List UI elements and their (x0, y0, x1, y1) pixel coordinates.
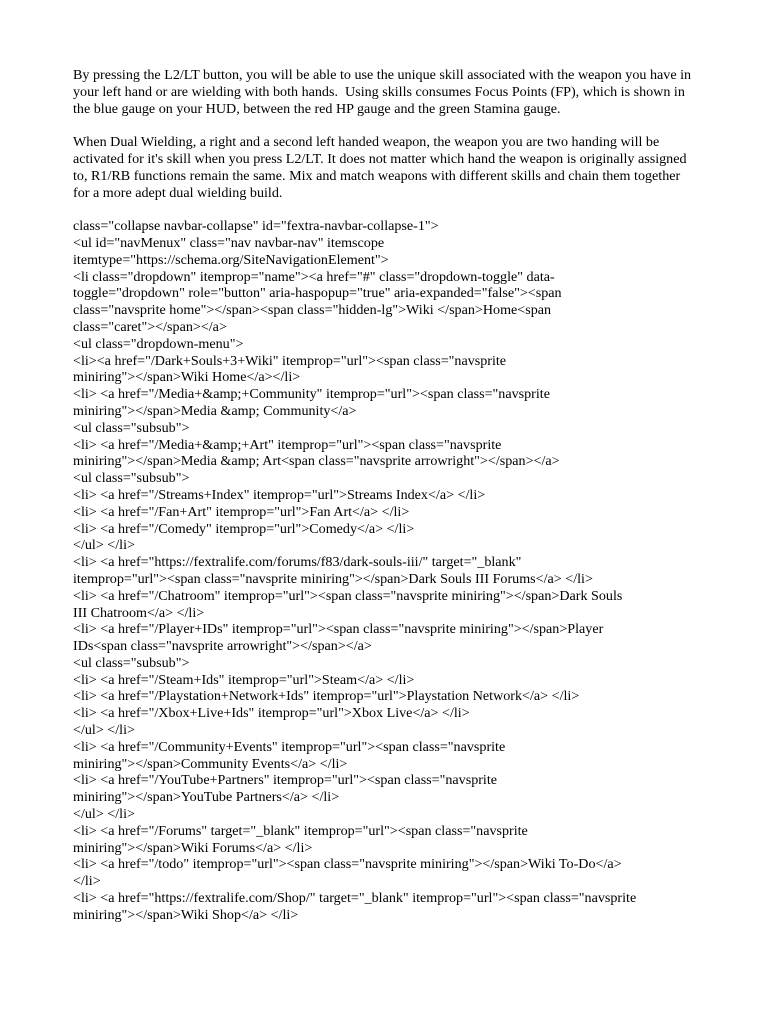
source-line: miniring"></span>Wiki Forums</a> </li> (73, 839, 313, 856)
source-line: <li> <a href="/Streams+Index" itemprop="url">Streams Index</a> </li> (73, 486, 486, 503)
source-line: <ul class="subsub"> (73, 419, 190, 436)
source-line: <li> <a href="https://fextralife.com/Shop/" target="_blank" itemprop="url"><span class="navsprite (73, 890, 637, 907)
source-line: <li> <a href="/Fan+Art" itemprop="url">Fan Art</a> </li> (73, 503, 410, 520)
source-line: itemprop="url"><span class="navsprite miniring"></span>Dark Souls III Forums</a> </li> (73, 570, 593, 587)
source-line: class="caret"></span></a> (73, 318, 227, 335)
source-line: <li> <a href="/Chatroom" itemprop="url"><span class="navsprite miniring"></span>Dark Souls (73, 587, 623, 604)
source-line: toggle="dropdown" role="button" aria-haspopup="true" aria-expanded="false"><span (73, 285, 562, 302)
source-line: <li> <a href="/Media+&amp;+Community" itemprop="url"><span class="navsprite (73, 386, 550, 403)
source-line: <li> <a href="/YouTube+Partners" itemprop="url"><span class="navsprite (73, 772, 498, 789)
source-line: <li> <a href="/Forums" target="_blank" itemprop="url"><span class="navsprite (73, 822, 528, 839)
source-line: <ul class="subsub"> (73, 470, 190, 487)
source-line: miniring"></span>Wiki Shop</a> </li> (73, 906, 299, 923)
source-line: <li> <a href="/Playstation+Network+Ids" itemprop="url">Playstation Network</a> </li> (73, 688, 580, 705)
source-line: miniring"></span>Media &amp; Community</a> (73, 402, 357, 419)
source-line: <li> <a href="/Comedy" itemprop="url">Comedy</a> </li> (73, 520, 415, 537)
source-line: </li> (73, 873, 101, 890)
html-source-block (73, 218, 698, 923)
paragraph-dual-wielding: When Dual Wielding, a right and a second left handed weapon, the weapon you are two handing will be activated for it's skill when you press L2/LT. It does not matter which hand the weapon is originally assigned to, R1/RB functions remain the same. Mix and match weapons with different skills and chain them together for a more adept dual wielding build. (73, 134, 691, 201)
source-line: <ul class="subsub"> (73, 654, 190, 671)
source-line: miniring"></span>Community Events</a> </li> (73, 755, 348, 772)
source-line: <ul class="dropdown-menu"> (73, 335, 244, 352)
source-line: miniring"></span>Media &amp; Art<span class="navsprite arrowright"></span></a> (73, 453, 560, 470)
source-line: IDs<span class="navsprite arrowright"></span></a> (73, 638, 372, 655)
source-line: </ul> </li> (73, 722, 135, 739)
source-line: class="navsprite home"></span><span class="hidden-lg">Wiki </span>Home<span (73, 302, 552, 319)
paragraph-skills: By pressing the L2/LT button, you will be able to use the unique skill associated with the weapon you have in your left hand or are wielding with both hands. Using skills consumes Focus Points (FP), which is shown in the blue gauge on your HUD, between the red HP gauge and the green Stamina gauge. (73, 67, 695, 117)
source-line: <li><a href="/Dark+Souls+3+Wiki" itemprop="url"><span class="navsprite (73, 352, 507, 369)
source-line: class="collapse navbar-collapse" id="fextra-navbar-collapse-1"> (73, 218, 439, 235)
source-line: <li> <a href="/Steam+Ids" itemprop="url">Steam</a> </li> (73, 671, 415, 688)
source-line: miniring"></span>YouTube Partners</a> </li> (73, 789, 340, 806)
source-line: <li> <a href="https://fextralife.com/forums/f83/dark-souls-iii/" target="_blank" (73, 554, 522, 571)
source-line: <li class="dropdown" itemprop="name"><a href="#" class="dropdown-toggle" data- (73, 268, 555, 285)
source-line: <li> <a href="/todo" itemprop="url"><span class="navsprite miniring"></span>Wiki To-Do</a> (73, 856, 622, 873)
source-line: </ul> </li> (73, 806, 135, 823)
source-line: </ul> </li> (73, 537, 135, 554)
source-line: itemtype="https://schema.org/SiteNavigationElement"> (73, 251, 389, 268)
source-line: <li> <a href="/Community+Events" itemprop="url"><span class="navsprite (73, 738, 506, 755)
source-line: <li> <a href="/Player+IDs" itemprop="url"><span class="navsprite miniring"></span>Player (73, 621, 604, 638)
source-line: <ul id="navMenux" class="nav navbar-nav" itemscope (73, 234, 385, 251)
source-line: miniring"></span>Wiki Home</a></li> (73, 369, 301, 386)
source-line: III Chatroom</a> </li> (73, 604, 205, 621)
source-line: <li> <a href="/Xbox+Live+Ids" itemprop="url">Xbox Live</a> </li> (73, 705, 470, 722)
source-line: <li> <a href="/Media+&amp;+Art" itemprop="url"><span class="navsprite (73, 436, 502, 453)
